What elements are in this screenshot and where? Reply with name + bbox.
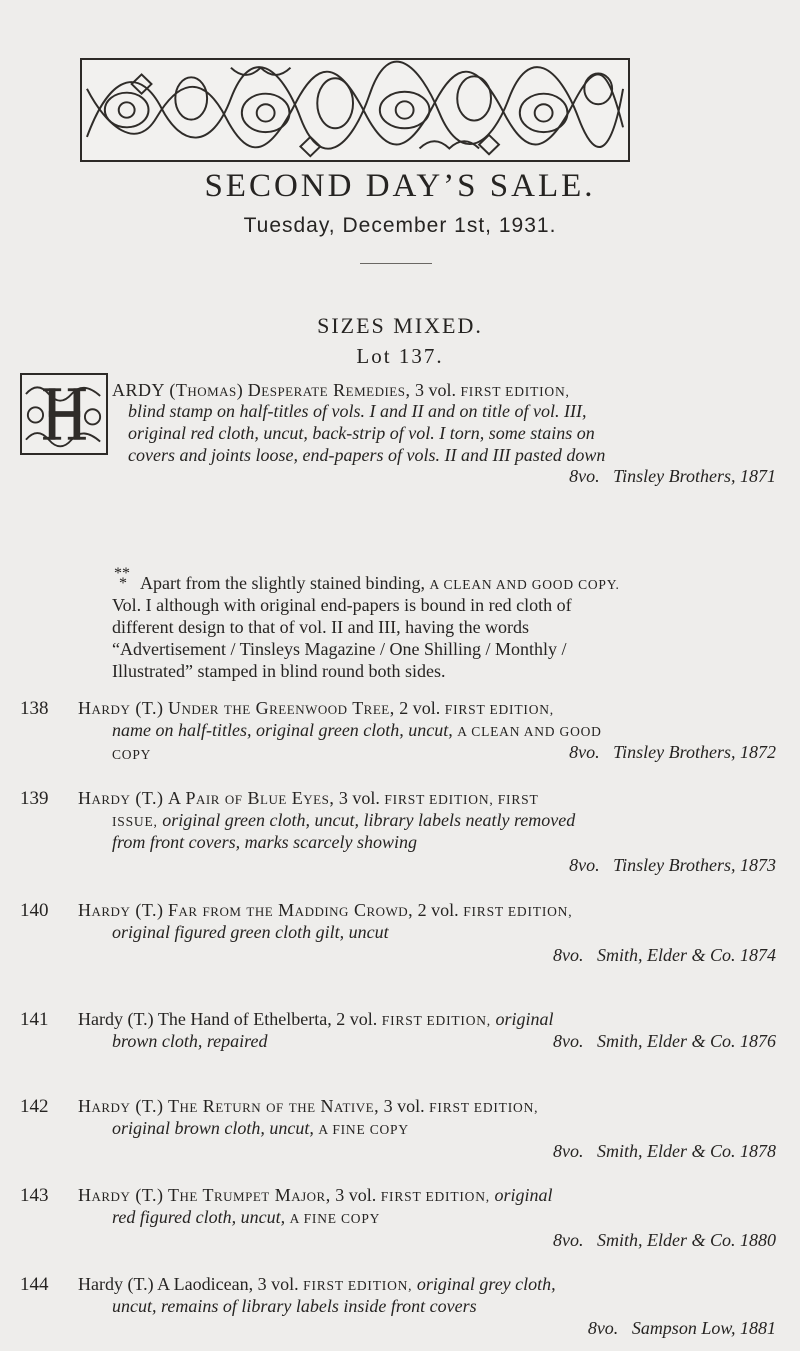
lot-137-publisher: Tinsley Brothers, 1871 (613, 466, 776, 486)
lot-number: 139 (20, 788, 49, 809)
lot-137-vols: 3 vol. (414, 380, 456, 400)
lot-line-1: Hardy (T.) The Hand of Ethelberta, 2 vol. FIRST EDITION, original (78, 1009, 554, 1029)
lot-number: 140 (20, 900, 49, 921)
lot-137-edition: FIRST EDITION, (460, 384, 570, 399)
lot-number: 144 (20, 1274, 49, 1295)
lot-number: 138 (20, 698, 49, 719)
lot-137-format: 8vo. (569, 466, 600, 486)
note-line-2: Vol. I although with original end-papers is bound in red cloth of (112, 595, 572, 615)
note-line-4: “Advertisement / Tinsleys Magazine / One Shilling / Monthly / (112, 639, 567, 659)
lot-imprint: 8vo. Smith, Elder & Co. 1880 (553, 1230, 776, 1250)
section-heading: SIZES MIXED. (317, 313, 483, 338)
sale-date: Tuesday, December 1st, 1931. (243, 214, 557, 237)
lot-line-2: ISSUE, original green cloth, uncut, library labels neatly removed (112, 810, 576, 830)
lot-line-1: Hardy (T.) Under the Greenwood Tree, 2 vol. FIRST EDITION, (78, 698, 554, 718)
lot-imprint: 8vo. Sampson Low, 1881 (587, 1318, 776, 1338)
lot-imprint: 8vo. Tinsley Brothers, 1872 (569, 742, 776, 762)
lot-line-2: brown cloth, repaired (112, 1031, 268, 1051)
lot-number: 143 (20, 1185, 49, 1206)
lot-line-1: Hardy (T.) A Laodicean, 3 vol. FIRST EDITION, original grey cloth, (78, 1274, 556, 1294)
lot-line-1: Hardy (T.) Far from the Madding Crowd, 2 vol. FIRST EDITION, (78, 900, 573, 920)
lot-line-3: from front covers, marks scarcely showing (112, 832, 417, 852)
lot-137-imprint (569, 466, 776, 488)
lot-line-2: uncut, remains of library labels inside front covers (112, 1296, 477, 1316)
lot-line-2: original figured green cloth gilt, uncut (112, 922, 389, 942)
lot-137-line-4: covers and joints loose, end-papers of vols. II and III pasted down (128, 445, 606, 465)
note-line-1: Apart from the slightly stained binding, A CLEAN AND GOOD COPY. (140, 573, 620, 593)
note-line-3: different design to that of vol. II and III, having the words (112, 617, 530, 637)
lot-number: 141 (20, 1009, 49, 1030)
lot-line-1: Hardy (T.) The Return of the Native, 3 vol. FIRST EDITION, (78, 1096, 539, 1116)
lot-number: 142 (20, 1096, 49, 1117)
divider (360, 263, 432, 264)
lot-imprint: 8vo. Smith, Elder & Co. 1878 (553, 1141, 776, 1161)
page-title: SECOND DAY’S SALE. (204, 168, 596, 204)
lot-137-line-2: blind stamp on half-titles of vols. I and II and on title of vol. III, (128, 401, 587, 421)
lot-137-author: ARDY (Thomas) (112, 380, 244, 400)
lot-imprint: 8vo. Smith, Elder & Co. 1874 (553, 945, 776, 965)
ornament-scrollwork-icon (82, 60, 628, 160)
lot-line-2: name on half-titles, original green cloth, uncut, A CLEAN AND GOOD (112, 720, 602, 740)
note-asterisks-icon: ** * (114, 565, 130, 592)
ornamental-dropcap-icon (20, 373, 108, 455)
lot-line-2: red figured cloth, uncut, A FINE COPY (112, 1207, 381, 1227)
lot-heading: Lot 137. (356, 344, 444, 368)
note-line-5: Illustrated” stamped in blind round both sides. (112, 661, 446, 681)
ornamental-header-banner (80, 58, 630, 162)
lot-imprint: 8vo. Tinsley Brothers, 1873 (569, 855, 776, 875)
lot-line-2: original brown cloth, uncut, A FINE COPY (112, 1118, 409, 1138)
lot-line-1: Hardy (T.) A Pair of Blue Eyes, 3 vol. FIRST EDITION, FIRST (78, 788, 539, 808)
lot-137-line-3: original red cloth, uncut, back-strip of vol. I torn, some stains on (128, 423, 595, 443)
lot-line-3: COPY (112, 747, 152, 762)
lot-imprint: 8vo. Smith, Elder & Co. 1876 (553, 1031, 776, 1051)
lot-line-1: Hardy (T.) The Trumpet Major, 3 vol. FIRST EDITION, original (78, 1185, 553, 1205)
lot-137-line-1 (112, 380, 570, 403)
dropcap-letter-icon (22, 375, 106, 453)
lot-137-title: Desperate Remedies, (247, 380, 411, 400)
